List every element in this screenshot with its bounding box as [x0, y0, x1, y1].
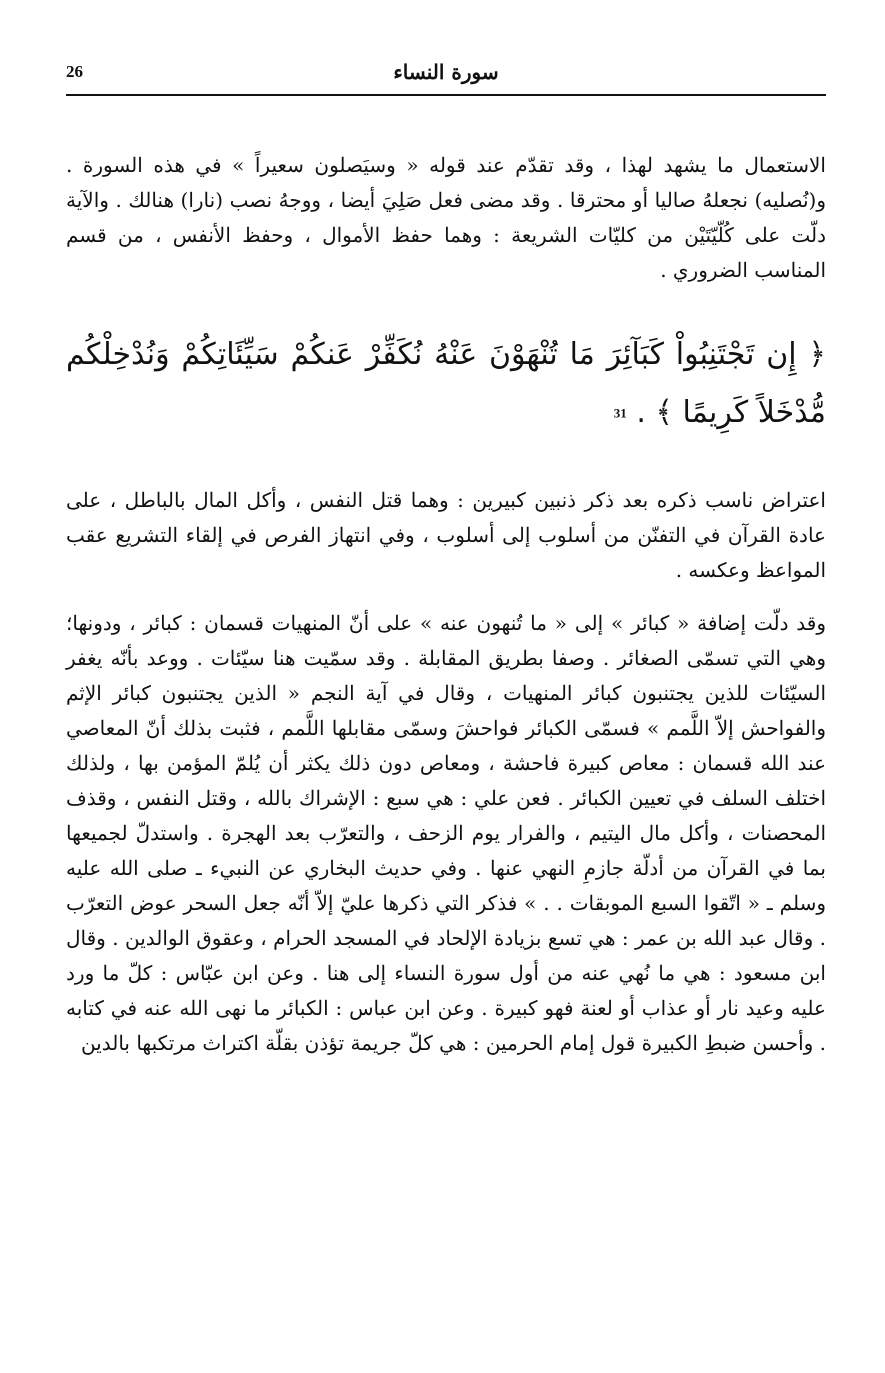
paragraph-major-sins: وقد دلّت إضافة « كبائر » إلى « ما تُنهون عنه » على أنّ المنهيات قسمان : كبائر ، ودونها؛وهي التي تسمّى الصغائر . وصفا بطريق المقابلة . وقد سمّيت هنا سيّئات . ووعد بأنّه يغفر السيّئات للذين يجتنبون كبائر المنهيات ، وقال في آية النجم « الذين يجتنبون كبائر الإثم والفواحش إلاّ اللَّمم » فسمّى الكبائر فواحشَ وسمّى مقابلها اللَّمم ، فثبت بذلك أنّ المعاصي عند الله قسمان : معاص كبيرة فاحشة ، ومعاص دون ذلك يكثر أن يُلمّ المؤمن بها ، ولذلك اختلف السلف في تعيين الكبائر . فعن علي : هي سبع : الإشراك بالله ، وقتل النفس ، وقذف المحصنات ، وأكل مال اليتيم ، والفرار يوم الزحف ، والتعرّب بعد الهجرة . واستدلّ لجميعها بما في القرآن من أدلّة جازمِ النهي عنها . وفي حديث البخاري عن النبيء ـ صلى الله عليه وسلم ـ « اتّقوا السبع الموبقات . . » فذكر التي ذكرها عليّ إلاّ أنّه جعل السحر عوض التعرّب . وقال عبد الله بن عمر : هي تسع بزيادة الإلحاد في المسجد الحرام ، وعقوق الوالدين . وقال ابن مسعود : هي ما نُهي عنه من أول سورة النساء إلى هنا . وعن ابن عبّاس : كلّ ما ورد عليه وعيد نار أو عذاب أو لعنة فهو كبيرة . وعن ابن عباس : الكبائر ما نهى الله عنه في كتابه . وأحسن ضبطِ الكبيرة قول إمام الحرمين : هي كلّ جريمة تؤذن بقلّة اكتراث مرتكبها بالدين: [66, 610, 826, 1055]
verse-number: 31: [613, 405, 627, 421]
page-header: [66, 48, 826, 96]
page-body: [66, 148, 826, 1061]
quran-verse: [66, 326, 826, 443]
book-page: [66, 48, 826, 1061]
paragraph-intro: الاستعمال ما يشهد لهذا ، وقد تقدّم عند قوله « وسيَصلون سعيراً » في هذه السورة . و(نُصليه) نجعلهُ صاليا أو محترقا . وقد مضى فعل صَلِيَ أيضا ، ووجهُ نصب (نارا) هنالك . والآية دلّت على كُلّيّتَيْن من كليّات الشريعة : وهما حفظ الأموال ، وحفظ الأنفس ، من قسم المناسب الضروري .: [66, 153, 826, 282]
surah-title: سورة النساء: [393, 60, 499, 84]
verse-text: ﴿ إِن تَجْتَنِبُواْ كَبَآئِرَ مَا تُنْهَوْنَ عَنْهُ نُكَفِّرْ عَنكُمْ سَيِّئَاتِكُمْ وَنُدْخِلْكُم مُّدْخَلاً كَرِيمًا ﴾ .: [66, 337, 826, 430]
page-number: 26: [66, 62, 83, 81]
paragraph-commentary: اعتراض ناسب ذكره بعد ذكر ذنبين كبيرين : وهما قتل النفس ، وأكل المال بالباطل ، على عادة القرآن في التفنّن من أسلوب إلى أسلوب ، وفي انتهاز الفرص في إلقاء التشريع عقب المواعظ وعكسه .: [66, 487, 826, 582]
